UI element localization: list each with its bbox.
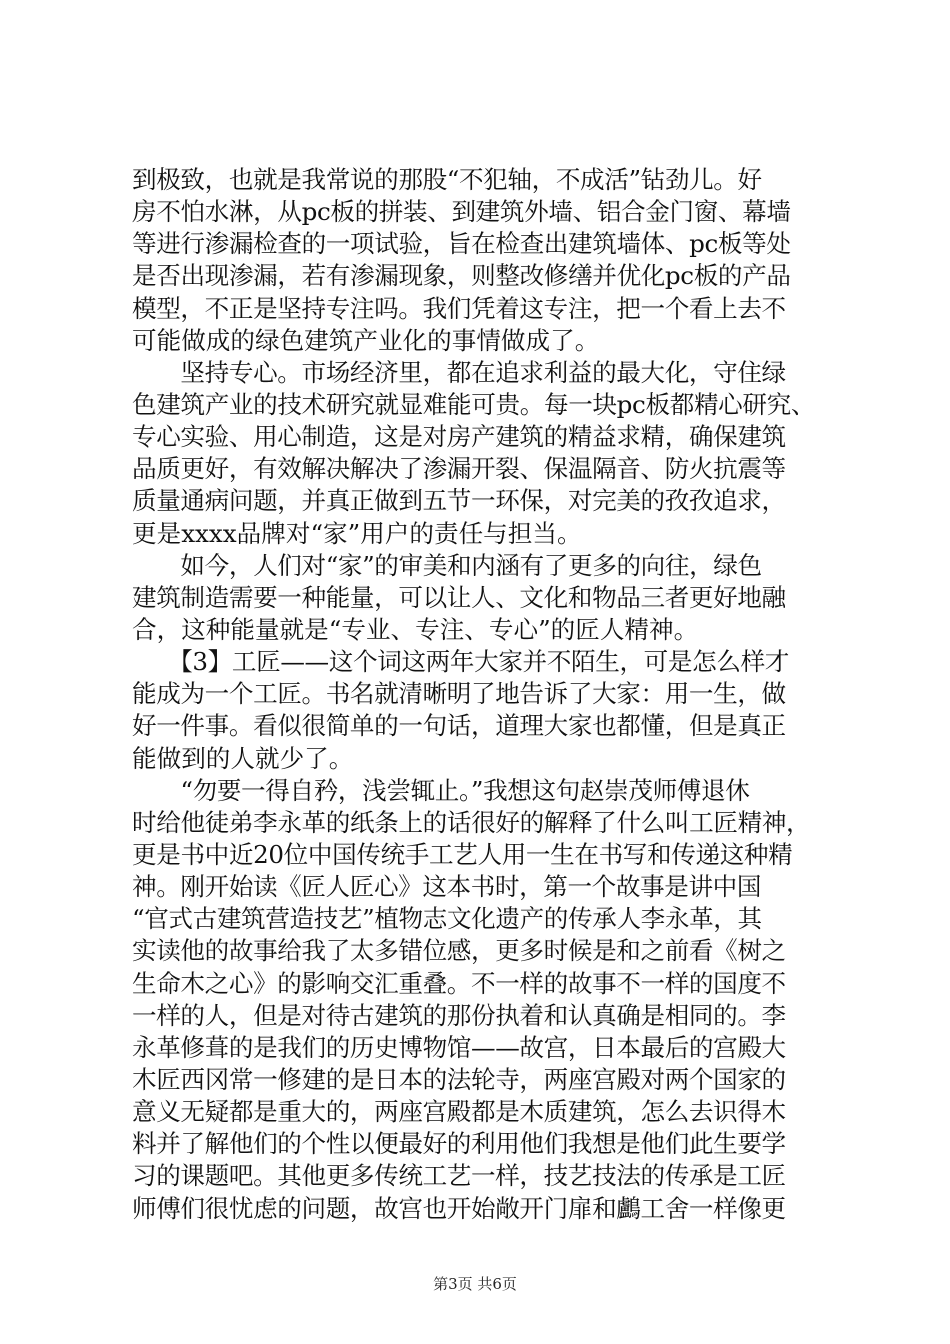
text-line: 神。刚开始读《匠人匠心》这本书时，第一个故事是讲中国: [132, 872, 762, 902]
text-line: 能成为一个工匠。书名就清晰明了地告诉了大家：用一生，做: [132, 679, 786, 709]
text-line: 生命木之心》的影响交汇重叠。不一样的故事不一样的国度不: [132, 968, 786, 998]
text-line: “勿要一得自矜，浅尝辄止。”我想这句赵崇茂师傅退休: [132, 775, 750, 805]
text-line: 料并了解他们的个性以便最好的利用他们我想是他们此生要学: [132, 1129, 786, 1159]
text-line: 意义无疑都是重大的，两座宫殿都是木质建筑，怎么去识得木: [132, 1097, 786, 1127]
text-line: 【3】工匠——这个词这两年大家并不陌生，可是怎么样才: [132, 647, 790, 677]
page-footer: 第3页 共6页: [433, 1275, 517, 1293]
text-line: 永革修葺的是我们的历史博物馆——故宫，日本最后的宫殿大: [132, 1032, 786, 1062]
text-line: 习的课题吧。其他更多传统工艺一样，技艺技法的传承是工匠: [132, 1161, 786, 1191]
text-line: 如今，人们对“家”的审美和内涵有了更多的向往，绿色: [132, 550, 762, 580]
text-line: 质量通病问题，并真正做到五节一环保，对完美的孜孜追求，: [132, 486, 786, 516]
text-line: 能做到的人就少了。: [132, 743, 354, 773]
text-line: 专心实验、用心制造，这是对房产建筑的精益求精，确保建筑: [132, 422, 786, 452]
text-line: 可能做成的绿色建筑产业化的事情做成了。: [132, 325, 600, 355]
text-line: 好一件事。看似很简单的一句话，道理大家也都懂，但是真正: [132, 711, 786, 741]
text-line: 是否出现渗漏，若有渗漏现象，则整改修缮并优化pc板的产品: [132, 261, 791, 291]
text-line: 合，这种能量就是“专业、专注、专心”的匠人精神。: [132, 614, 699, 644]
text-line: 模型，不正是坚持专注吗。我们凭着这专注，把一个看上去不: [132, 293, 786, 323]
text-line: 时给他徒弟李永革的纸条上的话很好的解释了什么叫工匠精神，: [132, 807, 811, 837]
text-line: 一样的人，但是对待古建筑的那份执着和认真确是相同的。李: [132, 1000, 786, 1030]
text-line: 等进行渗漏检查的一项试验，旨在检查出建筑墙体、pc板等处: [132, 229, 791, 259]
text-line: 建筑制造需要一种能量，可以让人、文化和物品三者更好地融: [132, 582, 786, 612]
text-line: 师傅们很忧虑的问题，故宫也开始敞开门扉和鸕工舍一样像更: [132, 1193, 786, 1223]
text-line: 更是书中近20位中国传统手工艺人用一生在书写和传递这种精: [132, 839, 793, 869]
text-line: 坚持专心。市场经济里，都在追求利益的最大化，守住绿: [132, 357, 786, 387]
text-line: 到极致，也就是我常说的那股“不犯轴，不成活”钻劲儿。好: [132, 165, 762, 194]
text-line: 实读他的故事给我了太多错位感，更多时候是和之前看《树之: [132, 936, 786, 966]
text-line: 色建筑产业的技术研究就显难能可贵。每一块pc板都精心研究、: [132, 389, 816, 419]
text-line: “官式古建筑营造技艺”植物志文化遗产的传承人李永革，其: [132, 904, 762, 934]
text-line: 房不怕水淋，从pc板的拼装、到建筑外墙、铝合金门窗、幕墙: [132, 197, 791, 227]
text-line: 木匠西冈常一修建的是日本的法轮寺，两座宫殿对两个国家的: [132, 1064, 786, 1094]
document-body: [132, 164, 832, 1225]
text-line: 更是xxxx品牌对“家”用户的责任与担当。: [132, 518, 582, 548]
text-line: 品质更好，有效解决解决了渗漏开裂、保温隔音、防火抗震等: [132, 454, 786, 484]
